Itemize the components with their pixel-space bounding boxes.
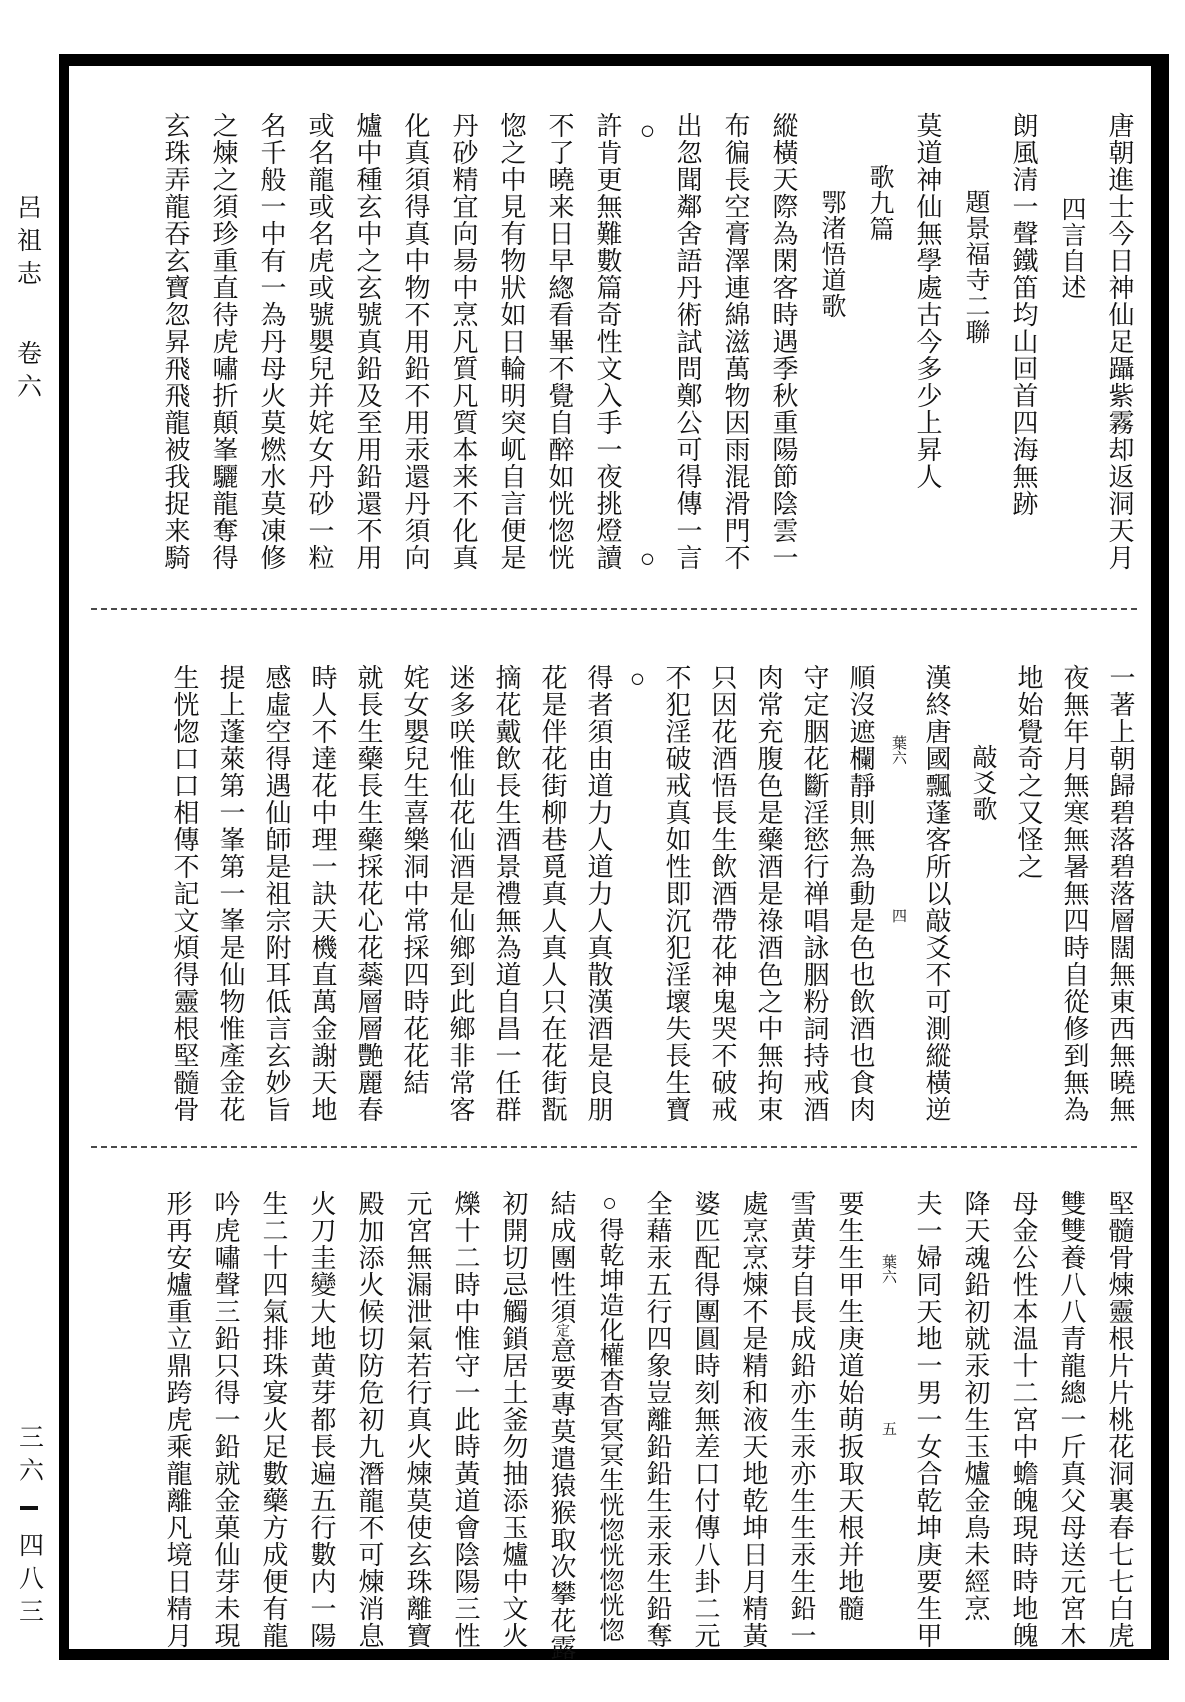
text-column: 婆匹配得團圓時刻無差口付傳八卦二元 xyxy=(691,1190,720,1649)
text-column: 夜無年月無寒無暑無四時自從修到無為 xyxy=(1060,664,1089,1123)
column-gap xyxy=(887,1284,889,1421)
column-gap xyxy=(646,146,648,544)
text-column: 布徧長空膏澤連綿滋萬物因雨混滑門不 xyxy=(721,112,750,571)
text-column: 生恍惚口口相傳不記文煩得靈根堅髓骨 xyxy=(170,664,199,1123)
folio-note: 五 xyxy=(880,1421,896,1436)
text-column: 提上蓬萊第一峯第一峯是仙物惟產金花 xyxy=(216,664,245,1123)
folio-note: 四 xyxy=(890,908,906,923)
folio-annotation-column xyxy=(883,664,913,1130)
text-column: 全藉汞五行四象豈離鉛鉛生汞汞生鉛奪 xyxy=(643,1190,672,1649)
text-column: 處烹烹煉不是精和液天地乾坤日月精黃 xyxy=(739,1190,768,1649)
circle-separator-column xyxy=(621,664,653,1130)
text-column: 守定胭花斷淫慾行禅唱詠胭粉詞持戒酒 xyxy=(800,664,829,1123)
text-column: 母金公性本温十二宮中蟾魄現時時地魄 xyxy=(1009,1190,1038,1649)
text-column: 之煉之須珍重直待虎嘯折顛峯驪龍奪得 xyxy=(209,112,238,571)
folio-note: 葉六 xyxy=(890,735,906,765)
column-text: 結成團性須 xyxy=(547,1190,576,1325)
poem-title-column: 鄂渚悟道歌 xyxy=(818,189,845,319)
text-column: 就長生藥長生藥採花心花蘂層層艷麗春 xyxy=(354,664,383,1123)
poem-title-column: 四言自述 xyxy=(1058,196,1085,300)
text-column: 迷多咲惟仙花仙酒是仙鄉到此鄉非常客 xyxy=(446,664,475,1123)
text-column: 火刀圭變大地黄芽都長遍五行數内一陽 xyxy=(307,1190,336,1649)
text-column: 不犯淫破戒真如性即沉犯淫壞失長生寶 xyxy=(662,664,691,1123)
text-column: 吟虎嘯聲三鉛只得一鉛就金菓仙芽未現 xyxy=(211,1190,240,1649)
folio-annotation-column xyxy=(873,1190,903,1652)
margin-book-title: 呂祖志 xyxy=(13,194,41,293)
text-column: 玄珠弄龍吞玄寶忽昇飛飛龍被我捉来騎 xyxy=(161,112,190,571)
text-column: 堅髓骨煉靈根片片桃花洞裏春七七白虎 xyxy=(1105,1190,1134,1649)
text-column: 丹砂精宜向昜中烹凡質凡質本来不化真 xyxy=(449,112,478,571)
text-column: 爐中種玄中之玄號真鉛及至用鉛還不用 xyxy=(353,112,382,571)
text-column: 花是伴花街柳巷覓真人真人只在花街翫 xyxy=(538,664,567,1123)
text-column: 元宮無漏泄氣若行真火煉莫使玄珠離寶 xyxy=(403,1190,432,1649)
text-column: 降天魂鉛初就汞初生玉爐金鳥未經烹 xyxy=(961,1190,990,1622)
text-column: 縱橫天際為閑客時遇季秋重陽節陰雲一 xyxy=(769,112,798,571)
register-bottom xyxy=(153,1190,1143,1661)
poem-title-column: 題景福寺二聯 xyxy=(962,189,989,345)
text-column: 地始覺奇之又怪之 xyxy=(1014,664,1043,880)
register-top xyxy=(151,112,1143,582)
text-column: ○得乾坤造化權杳杳冥冥生恍惚恍惚恍惚 xyxy=(596,1190,623,1642)
text-column: 初開切忌觸鎖居土釜勿抽添玉爐中文火 xyxy=(499,1190,528,1649)
text-column: 不了曉来日早緫看畢不覺自醉如恍惚恍 xyxy=(545,112,574,571)
text-column: 朗風清一聲鐵笛均山回首四海無跡 xyxy=(1009,112,1038,517)
text-column: 一著上朝歸碧落碧落層闊無東西無曉無 xyxy=(1106,664,1135,1123)
register-middle xyxy=(161,664,1143,1130)
text-column xyxy=(537,1190,585,1661)
text-column: 許肯更無難數篇奇性文入手一夜挑燈讀 xyxy=(593,112,622,571)
column-gap xyxy=(887,1190,889,1254)
text-column: 要生生甲生庚道始萌扳取天根并地髓 xyxy=(835,1190,864,1622)
text-column: 惚之中見有物狀如日輪明突屼自言便是 xyxy=(497,112,526,571)
text-column: 只因花酒悟長生飲酒帶花神鬼哭不破戒 xyxy=(708,664,737,1123)
text-column: 時人不達花中理一訣天機直萬金謝天地 xyxy=(308,664,337,1123)
text-column: 形再安爐重立鼎跨虎乘龍離凡境日精月 xyxy=(163,1190,192,1649)
circle-mark: ○ xyxy=(623,664,652,694)
inserted-small-char: 定 xyxy=(554,1323,569,1337)
text-column: 肉常充腹色是藥酒是祿酒色之中無拘束 xyxy=(754,664,783,1123)
text-column: 唐朝進士今日神仙足躡紫霧却返洞天月 xyxy=(1105,112,1134,571)
text-column: 出忽聞鄰舍語丹術試問鄭公可得傳一言 xyxy=(673,112,702,571)
text-column: 感虛空得遇仙師是祖宗附耳低言玄妙旨 xyxy=(262,664,291,1123)
column-gap xyxy=(897,765,899,908)
register-separator-2 xyxy=(91,1146,1137,1148)
register-separator-1 xyxy=(91,608,1137,610)
poem-title-column: 歌九篇 xyxy=(866,164,893,242)
margin-folio-dash xyxy=(20,1506,38,1510)
margin-volume-label: 卷六 xyxy=(13,340,41,406)
circle-separator-column xyxy=(631,112,663,582)
circle-mark: ○ xyxy=(633,544,662,574)
text-column: 殿加添火候切防危初九潛龍不可煉消息 xyxy=(355,1190,384,1649)
text-column: 夫一婦同天地一男一女合乾坤庚要生甲 xyxy=(913,1190,942,1649)
page-frame xyxy=(59,54,1169,1660)
text-column: 莫道神仙無學處古今多少上昇人 xyxy=(913,112,942,490)
column-gap xyxy=(897,664,899,735)
text-column: 摘花戴飲長生酒景禮無為道自昌一任群 xyxy=(492,664,521,1123)
text-column: 姹女嬰兒生喜樂洞中常採四時花花結 xyxy=(400,664,429,1096)
poem-title-column: 敲爻歌 xyxy=(969,744,996,822)
text-column: 生二十四氣排珠宴火足數藥方成便有龍 xyxy=(259,1190,288,1649)
text-column: 順沒遮欄靜則無為動是色也飲酒也食肉 xyxy=(846,664,875,1123)
text-column: 雙雙養八八青龍總一斤真父母送元宮木 xyxy=(1057,1190,1086,1649)
text-column: 爍十二時中惟守一此時黃道會陰陽三性 xyxy=(451,1190,480,1649)
text-column: 漢終唐國飄蓬客所以敲爻不可測縱橫逆 xyxy=(922,664,951,1123)
text-column: 雪黄芽自長成鉛亦生汞亦生生汞生鉛一 xyxy=(787,1190,816,1649)
folio-note: 葉六 xyxy=(880,1254,896,1284)
margin-folio-lower: 四八三 xyxy=(15,1532,43,1631)
text-column: 得者須由道力人道力人真散漢酒是良朋 xyxy=(584,664,613,1123)
circle-mark: ○ xyxy=(633,116,662,146)
margin-folio-upper: 三六 xyxy=(15,1424,43,1490)
column-text: 意要專莫遣猿猴取次攀花露 xyxy=(547,1337,576,1661)
text-column: 化真須得真中物不用鉛不用汞還丹須向 xyxy=(401,112,430,571)
text-column: 或名龍或名虎或號嬰兒并姹女丹砂一粒 xyxy=(305,112,334,571)
text-column: 名千般一中有一為丹母火莫燃水莫凍修 xyxy=(257,112,286,571)
